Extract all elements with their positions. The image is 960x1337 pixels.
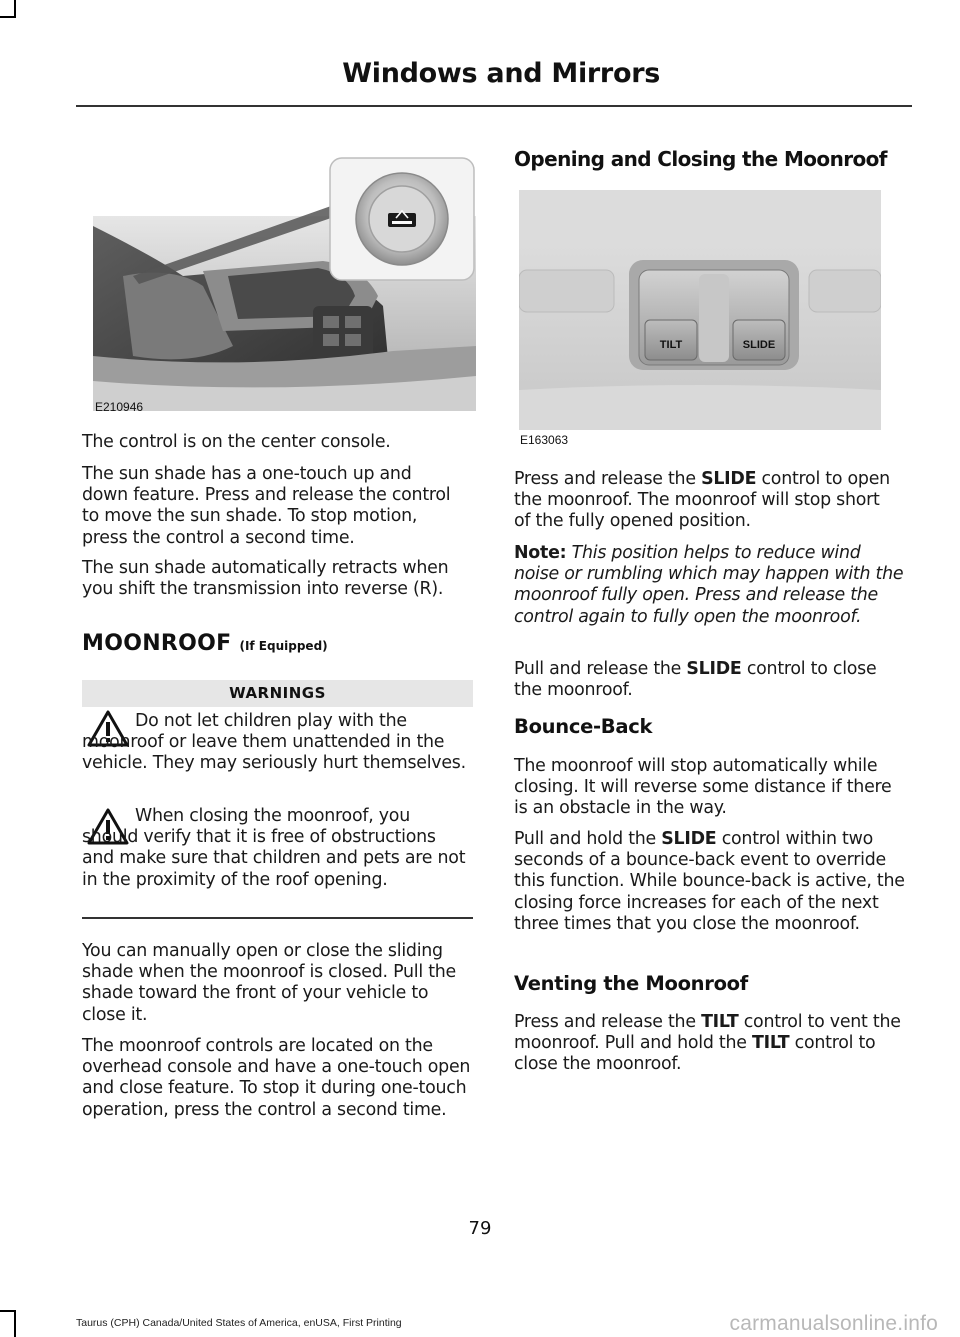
text-run: control to close the moonroof.: [514, 659, 877, 701]
subheading-bounce-back: Bounce-Back: [514, 715, 653, 738]
footer-text: Taurus (CPH) Canada/United States of America, enUSA, First Printing: [76, 1317, 402, 1329]
control-name: SLIDE: [661, 829, 717, 849]
figure-code: E210946: [95, 400, 144, 414]
text-run: Press and release the: [514, 1012, 702, 1032]
slide-button-label: SLIDE: [742, 339, 776, 351]
note-text: This position helps to reduce wind noise or rumbling which may happen with the moonroof fully open. Press and release the control again to fully open the moonroof.: [514, 543, 904, 627]
section-heading: Opening and Closing the Moonroof: [514, 147, 887, 171]
paragraph: [514, 829, 908, 935]
page-number: 79: [468, 1218, 492, 1239]
crop-mark: [0, 1310, 16, 1312]
text-run: control to open the moonroof. The moonroof will stop short of the fully opened position.: [514, 469, 890, 532]
page-header-title: Windows and Mirrors: [342, 58, 660, 89]
tilt-button-label: TILT: [659, 339, 683, 351]
overhead-console-figure: [519, 190, 881, 430]
paragraph: [514, 469, 894, 533]
text-run: Pull and release the: [514, 659, 687, 679]
text-run: control to vent the moonroof. Pull and hold the: [514, 1012, 901, 1054]
console-figure: [93, 156, 476, 411]
paragraph: The sun shade automatically retracts when you shift the transmission into reverse (R).: [82, 558, 449, 600]
figure-code: E163063: [520, 433, 569, 447]
control-name: SLIDE: [686, 659, 742, 679]
note-paragraph: [514, 543, 906, 628]
header-rule: [76, 105, 912, 107]
warning-text: When closing the moonroof, you should verify that it is free of obstructions and make sure that children and pets are not in the proximity of the roof opening.: [82, 806, 466, 890]
section-heading-moonroof: [82, 631, 328, 656]
crop-mark: [0, 16, 16, 18]
console-illustration: [93, 156, 476, 411]
control-name: SLIDE: [701, 469, 757, 489]
paragraph: The sun shade has a one-touch up and down feature. Press and release the control to move the sun shade. To stop motion, press the control a second time.: [82, 464, 451, 548]
watermark: carmanualsonline.info: [729, 1312, 938, 1335]
crop-mark: [14, 1310, 16, 1337]
text-run: control within two seconds of a bounce-back event to override this function. While bounce-back is active, the closing force increases for each of the next three times that you close the moonroof.: [514, 829, 905, 934]
heading-suffix: (If Equipped): [239, 639, 328, 653]
paragraph: The control is on the center console.: [82, 432, 391, 452]
text-run: control to close the moonroof.: [514, 1033, 876, 1075]
warning-text: Do not let children play with the moonroof or leave them unattended in the vehicle. They may seriously hurt themselves.: [82, 711, 466, 774]
control-name: TILT: [701, 1012, 739, 1032]
paragraph: The moonroof controls are located on the overhead console and have a one-touch open and close feature. To stop it during one-touch operation, press the control a second time.: [82, 1036, 471, 1120]
subheading-venting: Venting the Moonroof: [514, 972, 748, 995]
paragraph: You can manually open or close the sliding shade when the moonroof is closed. Pull the shade toward the front of your vehicle to close it.: [82, 941, 457, 1025]
control-name: TILT: [751, 1033, 790, 1054]
warnings-header: WARNINGS: [82, 680, 473, 707]
paragraph: The moonroof will stop automatically while closing. It will reverse some distance if there is an obstacle in the way.: [514, 756, 892, 819]
paragraph: [514, 659, 908, 701]
note-label: Note:: [514, 543, 567, 563]
overhead-console-illustration: [519, 190, 881, 430]
paragraph: [514, 1012, 908, 1076]
heading-text: MOONROOF: [82, 631, 232, 656]
warnings-rule: [82, 917, 473, 919]
text-run: Press and release the: [514, 469, 702, 489]
text-run: Pull and hold the: [514, 829, 662, 849]
